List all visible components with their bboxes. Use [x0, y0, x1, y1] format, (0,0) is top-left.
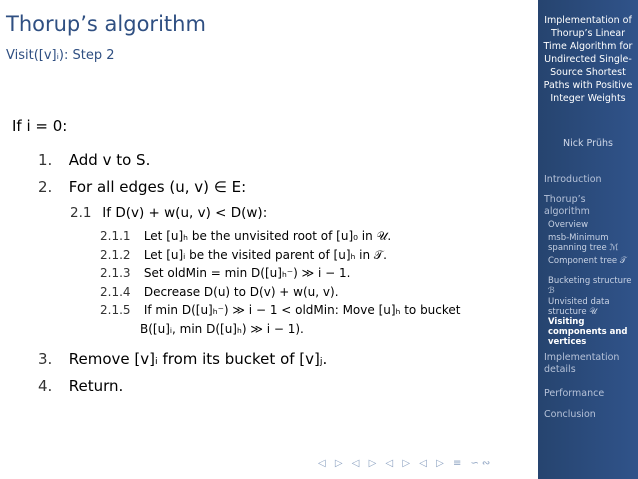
list-number: 2.1.3 [100, 266, 131, 280]
sidebar-item-conclusion[interactable]: Conclusion [544, 409, 596, 420]
condition-line: If i = 0: [12, 117, 68, 135]
list-text: Add v to S. [68, 151, 151, 169]
sidebar-item-introduction[interactable]: Introduction [544, 174, 602, 185]
list-text: Return. [68, 377, 124, 395]
list-number: 2.1.4 [100, 285, 131, 299]
sidebar-title[interactable]: Implementation of Thorup’s Linear Time Algorithm for Undirected Single-Source Shortest Paths with Positive Integer Weights [543, 15, 633, 104]
list-text: Decrease D(u) to D(v) + w(u, v). [143, 285, 339, 299]
sidebar-item-thorups-algorithm[interactable]: Thorup’s algorithm [544, 194, 590, 217]
list-text: Remove [v]ᵢ from its bucket of [v]ⱼ. [68, 350, 328, 368]
list-number: 2.1.5 [100, 303, 131, 317]
list-item [100, 266, 350, 280]
frame-subtitle: Visit([v]ᵢ): Step 2 [6, 48, 115, 63]
list-item [38, 377, 123, 395]
sidebar-subitem-component-tree[interactable]: Component tree 𝒯 [548, 256, 627, 266]
list-number: 2.1.2 [100, 248, 131, 262]
sidebar-subitem-visiting[interactable]: Visiting components and vertices [548, 317, 628, 347]
beamer-navigation-bar[interactable]: ◁ ▷ ◁ ▷ ◁ ▷ ◁ ▷ ≡ ∽∾ [318, 458, 494, 469]
sidebar-subitem-msb-mst[interactable]: msb-Minimum spanning tree ℳ [548, 233, 619, 253]
list-number: 3. [38, 350, 53, 368]
list-text: B([u]ᵢ, min D([u]ₕ) ≫ i − 1). [140, 322, 304, 336]
list-text: If D(v) + w(u, v) < D(w): [102, 205, 268, 221]
frame-title: Thorup’s algorithm [6, 12, 206, 36]
list-item [100, 229, 391, 244]
sidebar-subitem-bucketing[interactable]: Bucketing structure ℬ [548, 276, 632, 296]
list-text: Let [u]ₕ be the unvisited root of [u]₀ in 𝒰. [143, 229, 392, 243]
sidebar-subitem-overview[interactable]: Overview [548, 220, 589, 230]
list-number: 4. [38, 377, 53, 395]
sidebar-item-implementation[interactable]: Implementation details [544, 352, 620, 375]
list-text: If min D([u]ₕ⁻) ≫ i − 1 < oldMin: Move [u]ₕ to bucket [143, 303, 461, 317]
list-item [100, 285, 339, 299]
list-number: 2. [38, 178, 53, 196]
list-item [100, 248, 387, 263]
list-number: 1. [38, 151, 53, 169]
list-text: For all edges (u, v) ∈ E: [68, 178, 247, 196]
sidebar [538, 0, 638, 479]
list-item [38, 350, 327, 368]
list-item-continuation [140, 322, 304, 336]
list-number: 2.1 [70, 205, 92, 221]
list-text: Set oldMin = min D([u]ₕ⁻) ≫ i − 1. [143, 266, 351, 280]
list-item [38, 151, 150, 169]
list-item [100, 303, 461, 317]
sidebar-subitem-unvisited[interactable]: Unvisited data structure 𝒰 [548, 297, 610, 317]
list-number: 2.1.1 [100, 229, 131, 243]
sidebar-author[interactable]: Nick Prühs [563, 138, 613, 149]
list-item [38, 178, 246, 196]
sidebar-item-performance[interactable]: Performance [544, 388, 605, 399]
list-text: Let [u]ᵢ be the visited parent of [u]ₕ in 𝒯. [143, 248, 387, 262]
list-item [70, 205, 267, 221]
